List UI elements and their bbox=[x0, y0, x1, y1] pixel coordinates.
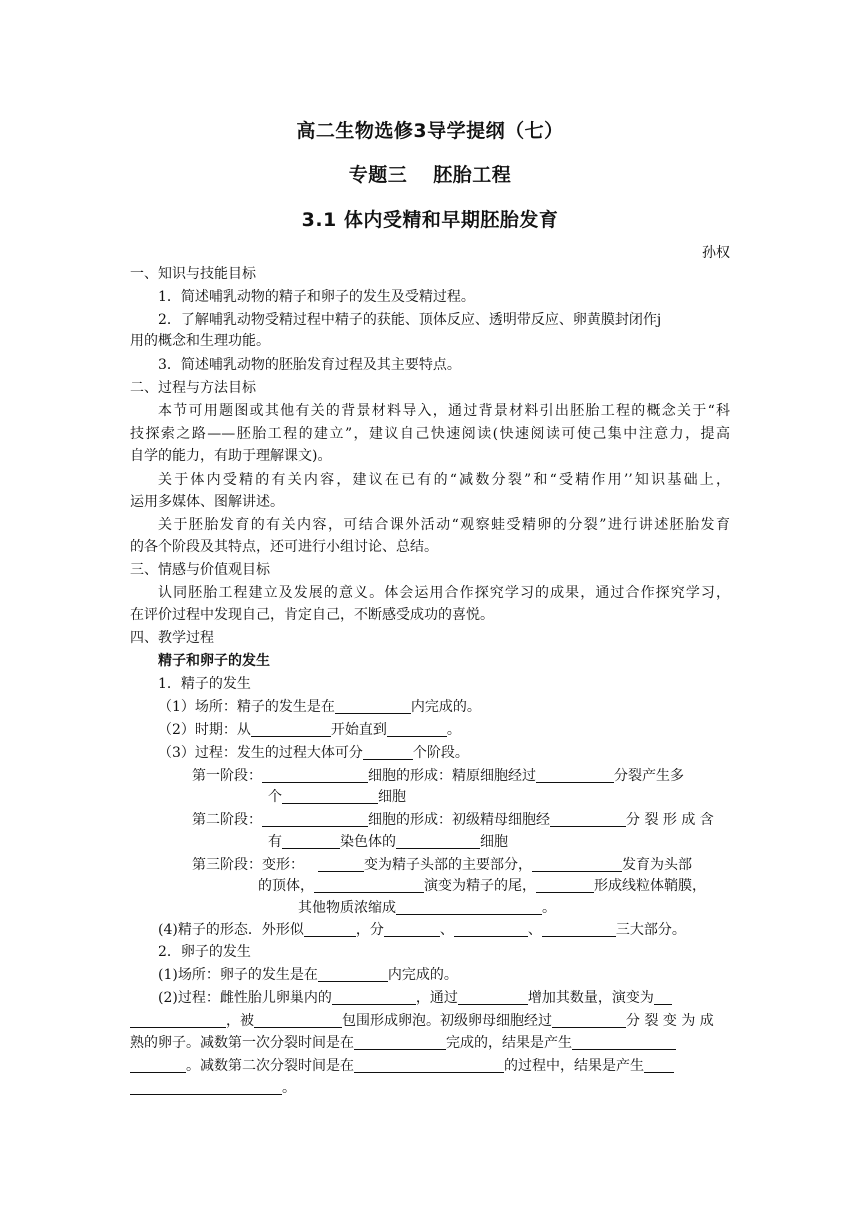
sperm-shape: (4)精子的形态．外形似 ，分 、 、 三大部分。 bbox=[158, 922, 686, 938]
goal-2-line1: 2．了解哺乳动物受精过程中精子的获能、顶体反应、透明带反应、卵黄膜封闭作j bbox=[158, 312, 662, 328]
egg-q2-line1: (2)过程：雌性胎儿卵巢内的 ，通过 增加其数量，演变为 bbox=[130, 988, 730, 1008]
stage1-line2: 个 细胞 bbox=[268, 789, 406, 805]
blank[interactable] bbox=[251, 721, 331, 737]
blank[interactable] bbox=[387, 721, 447, 737]
egg-heading: 2．卵子的发生 bbox=[158, 944, 251, 960]
blank[interactable] bbox=[458, 989, 528, 1005]
egg-q2-line5: 。 bbox=[130, 1078, 730, 1098]
stage3-line3: 其他物质浓缩成 。 bbox=[298, 900, 556, 916]
blank[interactable] bbox=[572, 1034, 676, 1050]
heading-teaching-process: 四、教学过程 bbox=[130, 630, 214, 646]
document-title: 高二生物选修3导学提纲（七） bbox=[296, 120, 564, 142]
blank[interactable] bbox=[130, 1057, 186, 1073]
blank[interactable] bbox=[396, 833, 480, 849]
egg-q2-line2: ，被 包围形成卵泡。初级卵母细胞经过 分 裂 变 为 成 bbox=[130, 1011, 730, 1031]
heading-method-goals: 二、过程与方法目标 bbox=[130, 380, 256, 396]
method-p1-line1: 本节可用题图或其他有关的背景材料导入，通过背景材料引出胚胎工程的概念关于“科 bbox=[158, 403, 730, 419]
blank[interactable] bbox=[332, 989, 416, 1005]
method-p3-line1: 关于胚胎发育的有关内容，可结合课外活动“观察蛙受精卵的分裂”进行讲述胚胎发育 bbox=[158, 517, 730, 533]
blank[interactable] bbox=[542, 921, 616, 937]
method-p2-line1: 关于体内受精的有关内容，建议在已有的“减数分裂”和“受精作用’’知识基础上， bbox=[158, 472, 730, 488]
goal-3: 3．简述哺乳动物的胚胎发育过程及其主要特点。 bbox=[158, 357, 461, 373]
goal-2-line2: 用的概念和生理功能。 bbox=[130, 333, 270, 349]
blank[interactable] bbox=[536, 767, 614, 783]
sperm-q2: （2）时期：从 开始直到 。 bbox=[158, 722, 461, 738]
blank[interactable] bbox=[130, 1012, 226, 1028]
blank[interactable] bbox=[335, 698, 411, 714]
topic-number: 专题三 bbox=[348, 164, 408, 186]
stage1-line1: 第一阶段： 细胞的形成：精原细胞经过 分裂产生多 bbox=[192, 768, 684, 784]
method-p1-line2: 技探索之路——胚胎工程的建立”，建议自己快速阅读(快速阅读可使己集中注意力，提高 bbox=[130, 426, 730, 442]
value-line1: 认同胚胎工程建立及发展的意义。体会运用合作探究学习的成果，通过合作探究学习， bbox=[158, 585, 730, 601]
blank[interactable] bbox=[130, 1079, 282, 1095]
stage3-line1: 第三阶段：变形： 变为精子头部的主要部分， 发育为头部 bbox=[192, 857, 692, 873]
egg-q2-line3: 熟的卵子。减数第一次分裂时间是在 完成的，结果是产生 bbox=[130, 1033, 730, 1053]
egg-q1: (1)场所：卵子的发生是在 内完成的。 bbox=[158, 967, 458, 983]
blank[interactable] bbox=[318, 966, 388, 982]
blank[interactable] bbox=[396, 899, 542, 915]
topic-name: 胚胎工程 bbox=[433, 164, 512, 186]
sperm-q1: （1）场所：精子的发生是在 内完成的。 bbox=[158, 699, 481, 715]
blank[interactable] bbox=[550, 811, 626, 827]
sperm-heading: 1．精子的发生 bbox=[158, 676, 251, 692]
blank[interactable] bbox=[282, 788, 378, 804]
subheading-gametes: 精子和卵子的发生 bbox=[158, 653, 270, 669]
blank[interactable] bbox=[318, 856, 364, 872]
blank[interactable] bbox=[314, 877, 424, 893]
author-name: 孙权 bbox=[702, 245, 730, 261]
egg-q2-line4: 。减数第二次分裂时间是在 的过程中，结果是产生 bbox=[130, 1056, 730, 1076]
topic-title bbox=[0, 160, 860, 187]
blank[interactable] bbox=[532, 856, 622, 872]
blank[interactable] bbox=[354, 1057, 504, 1073]
blank[interactable] bbox=[454, 921, 528, 937]
blank[interactable] bbox=[552, 1012, 626, 1028]
stage2-line2: 有 染色体的 细胞 bbox=[268, 834, 508, 850]
blank[interactable] bbox=[262, 767, 368, 783]
blank[interactable] bbox=[282, 833, 340, 849]
blank[interactable] bbox=[384, 921, 440, 937]
goal-1: 1．简述哺乳动物的精子和卵子的发生及受精过程。 bbox=[158, 289, 475, 305]
blank[interactable] bbox=[354, 1034, 446, 1050]
method-p2-line2: 运用多媒体、图解讲述。 bbox=[130, 494, 284, 510]
blank[interactable] bbox=[654, 989, 672, 1005]
stage3-line2: 的顶体， 演变为精子的尾， 形成线粒体鞘膜， bbox=[258, 878, 706, 894]
blank[interactable] bbox=[262, 811, 368, 827]
heading-knowledge-goals: 一、知识与技能目标 bbox=[130, 266, 256, 282]
blank[interactable] bbox=[363, 744, 413, 760]
stage2-line1: 第二阶段： 细胞的形成：初级精母细胞经 分 裂 形 成 含 bbox=[192, 812, 714, 828]
blank[interactable] bbox=[644, 1057, 674, 1073]
blank[interactable] bbox=[536, 877, 594, 893]
blank[interactable] bbox=[254, 1012, 342, 1028]
method-p3-line2: 的各个阶段及其特点，还可进行小组讨论、总结。 bbox=[130, 539, 438, 555]
method-p1-line3: 自学的能力，有助于理解课文)。 bbox=[130, 448, 332, 464]
sperm-q3: （3）过程：发生的过程大体可分 个阶段。 bbox=[158, 745, 469, 761]
value-line2: 在评价过程中发现自己，肯定自己，不断感受成功的喜悦。 bbox=[130, 607, 494, 623]
heading-value-goals: 三、情感与价值观目标 bbox=[130, 562, 270, 578]
blank[interactable] bbox=[304, 921, 356, 937]
section-title: 3.1 体内受精和早期胚胎发育 bbox=[301, 209, 559, 231]
